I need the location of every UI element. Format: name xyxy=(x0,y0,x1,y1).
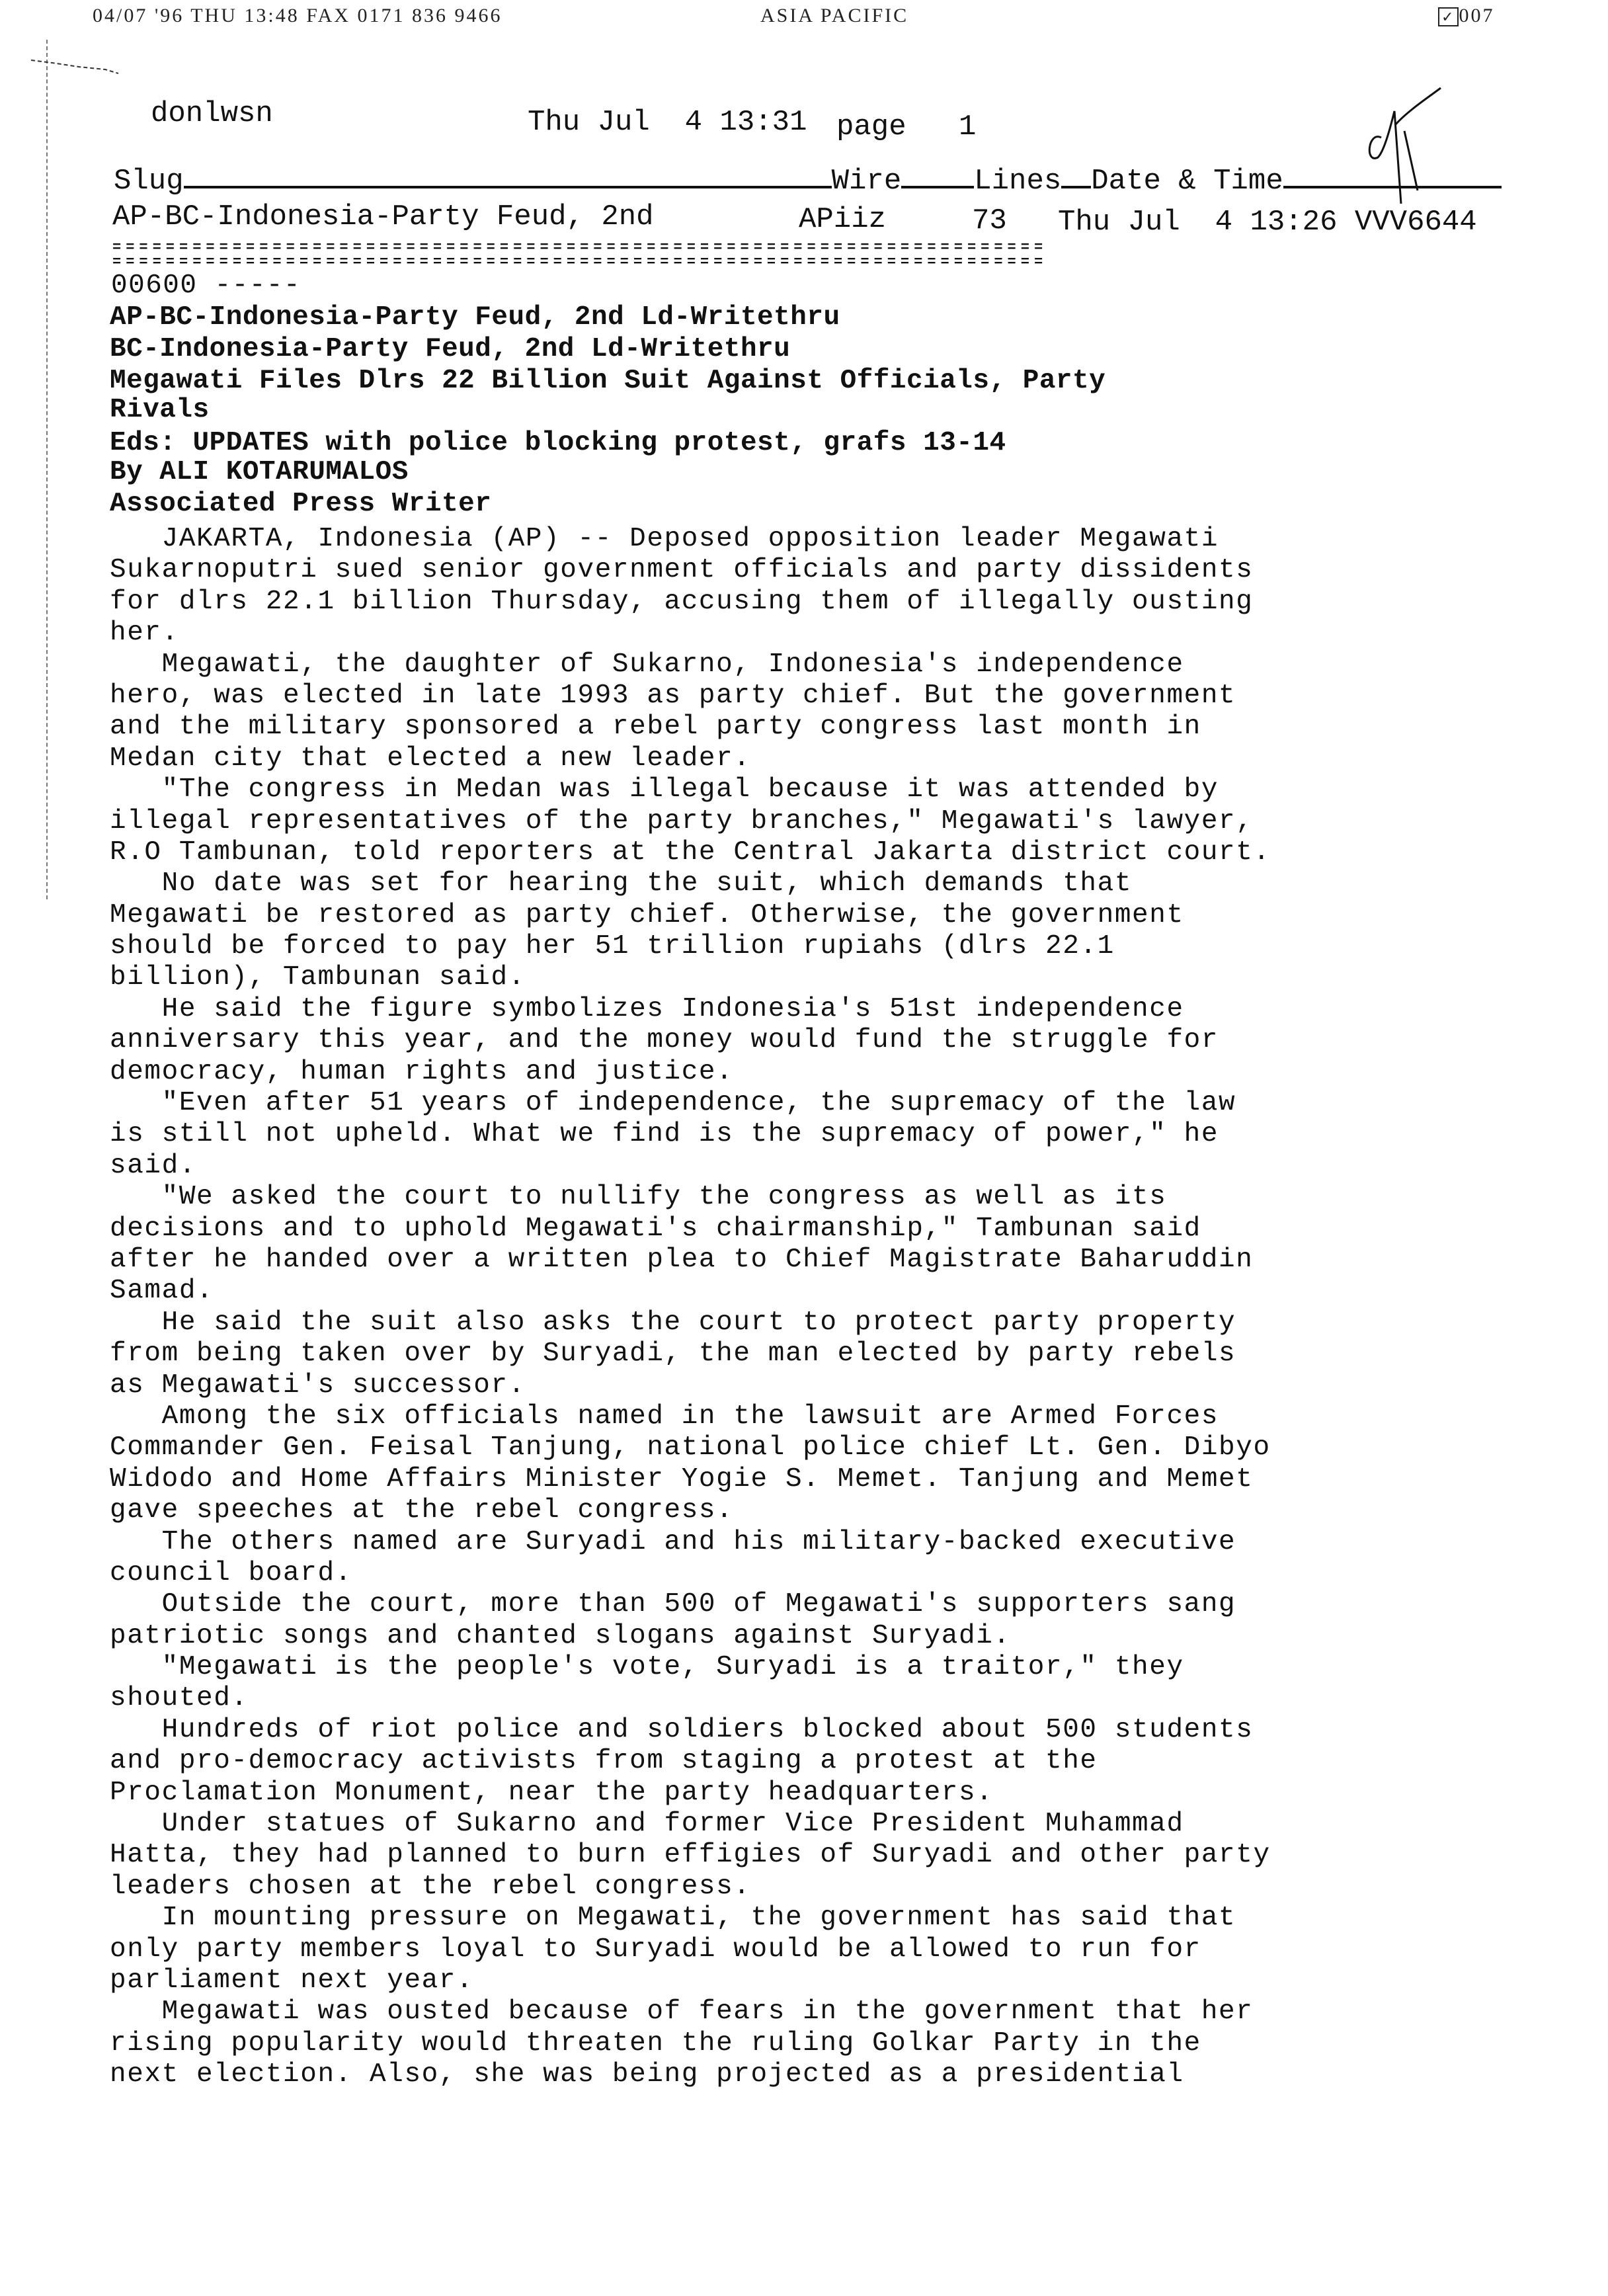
fax-header-destination: ASIA PACIFIC xyxy=(760,5,909,26)
body-text-line: He said the suit also asks the court to protect party property xyxy=(110,1307,1236,1338)
body-text-line: JAKARTA, Indonesia (AP) -- Deposed opposition leader Megawati xyxy=(110,524,1219,554)
separator-row: ====================================================================== xyxy=(112,254,1048,270)
body-text-line: "The congress in Medan was illegal because it was attended by xyxy=(110,774,1219,805)
body-text-line: Medan city that elected a new leader. xyxy=(110,743,751,774)
fax-scan-mark xyxy=(13,36,112,56)
body-text-line: should be forced to pay her 51 trillion rupiahs (dlrs 22.1 xyxy=(110,931,1115,962)
story-body xyxy=(110,524,1271,2091)
body-text-line: shouted. xyxy=(110,1683,249,1714)
body-text-line: "We asked the court to nullify the congress as well as its xyxy=(110,1182,1167,1213)
separator-row: ====================================================================== xyxy=(112,241,1048,256)
date-time-value: Thu Jul 4 13:26 VVV6644 xyxy=(1058,206,1477,239)
body-text-line: hero, was elected in late 1993 as party chief. But the government xyxy=(110,680,1236,711)
story-code: 00600 ----- xyxy=(111,270,302,301)
print-datetime: Thu Jul 4 13:31 xyxy=(528,106,807,139)
title-line: AP-BC-Indonesia-Party Feud, 2nd Ld-Writethru xyxy=(110,302,840,333)
headline: Megawati Files Dlrs 22 Billion Suit Against Officials, Party xyxy=(110,366,1106,396)
print-user: donlwsn xyxy=(151,97,273,130)
body-text-line: after he handed over a written plea to Chief Magistrate Baharuddin xyxy=(110,1244,1254,1275)
margin-binding-line xyxy=(46,40,48,899)
body-text-line: illegal representatives of the party branches," Megawati's lawyer, xyxy=(110,805,1254,837)
body-text-line: leaders chosen at the rebel congress. xyxy=(110,1871,751,1902)
lines-value: 73 xyxy=(972,204,1007,237)
body-text-line: anniversary this year, and the money would fund the struggle for xyxy=(110,1025,1219,1056)
body-text-line: council board. xyxy=(110,1557,352,1588)
byline: By ALI KOTARUMALOS xyxy=(110,457,409,487)
wire-value: APiiz xyxy=(799,203,887,236)
fax-page-number-text: 007 xyxy=(1459,5,1495,26)
body-text-line: patriotic songs and chanted slogans against Suryadi. xyxy=(110,1620,1011,1651)
slug-value: AP-BC-Indonesia-Party Feud, 2nd xyxy=(112,200,654,233)
print-page-label: page xyxy=(836,110,906,144)
body-text-line: Hundreds of riot police and soldiers blocked about 500 students xyxy=(110,1714,1254,1745)
body-text-line: In mounting pressure on Megawati, the government has said that xyxy=(110,1903,1236,1934)
body-text-line: Outside the court, more than 500 of Megawati's supporters sang xyxy=(110,1589,1236,1620)
body-text-line: No date was set for hearing the suit, which demands that xyxy=(110,868,1133,899)
editors-note: Eds: UPDATES with police blocking protest, grafs 13-14 xyxy=(110,428,1006,458)
byline-affiliation: Associated Press Writer xyxy=(110,489,492,519)
body-text-line: Samad. xyxy=(110,1276,214,1307)
body-text-line: her. xyxy=(110,618,179,649)
body-text-line: and pro-democracy activists from staging a protest at the xyxy=(110,1746,1098,1777)
slug-label: Slug xyxy=(114,165,184,198)
headline-continued: Rivals xyxy=(110,395,210,425)
body-text-line: for dlrs 22.1 billion Thursday, accusing them of illegally ousting xyxy=(110,586,1254,617)
body-text-line: Megawati be restored as party chief. Otherwise, the government xyxy=(110,899,1184,930)
body-text-line: Among the six officials named in the lawsuit are Armed Forces xyxy=(110,1401,1219,1432)
body-text-line: gave speeches at the rebel congress. xyxy=(110,1495,734,1526)
body-text-line: next election. Also, she was being projected as a presidential xyxy=(110,2059,1184,2090)
print-page-number: 1 xyxy=(959,110,977,144)
body-text-line: Commander Gen. Feisal Tanjung, national police chief Lt. Gen. Dibyo xyxy=(110,1432,1271,1463)
body-text-line: democracy, human rights and justice. xyxy=(110,1056,734,1087)
lines-label: Lines xyxy=(974,165,1062,198)
wire-label: Wire xyxy=(831,165,902,198)
body-text-line: decisions and to uphold Megawati's chairmanship," Tambunan said xyxy=(110,1213,1201,1244)
body-text-line: as Megawati's successor. xyxy=(110,1370,526,1401)
body-text-line: parliament next year. xyxy=(110,1965,474,1996)
title-line: BC-Indonesia-Party Feud, 2nd Ld-Writethru xyxy=(110,334,791,364)
body-text-line: Hatta, they had planned to burn effigies of Suryadi and other party xyxy=(110,1840,1271,1871)
story-titles xyxy=(110,303,1106,518)
body-text-line: Widodo and Home Affairs Minister Yogie S. Memet. Tanjung and Memet xyxy=(110,1463,1254,1495)
fax-page-number xyxy=(1438,4,1494,29)
fax-page-icon: ✓ xyxy=(1438,7,1459,26)
slug-header-row xyxy=(114,167,1502,196)
body-text-line: said. xyxy=(110,1150,197,1181)
body-text-line: Megawati was ousted because of fears in the government that her xyxy=(110,1996,1254,2028)
body-text-line: Proclamation Monument, near the party headquarters. xyxy=(110,1777,994,1808)
body-text-line: is still not upheld. What we find is the supremacy of power," he xyxy=(110,1119,1219,1150)
body-text-line: only party members loyal to Suryadi would be allowed to run for xyxy=(110,1934,1201,1965)
date-time-label: Date & Time xyxy=(1091,165,1283,198)
body-text-line: The others named are Suryadi and his military-backed executive xyxy=(110,1526,1236,1557)
body-text-line: Megawati, the daughter of Sukarno, Indonesia's independence xyxy=(110,649,1184,680)
body-text-line: rising popularity would threaten the ruling Golkar Party in the xyxy=(110,2028,1201,2059)
body-text-line: Sukarnoputri sued senior government officials and party dissidents xyxy=(110,555,1254,586)
body-text-line: and the military sponsored a rebel party congress last month in xyxy=(110,712,1201,743)
fax-header-sender: 04/07 '96 THU 13:48 FAX 0171 836 9466 xyxy=(93,5,502,26)
body-text-line: Under statues of Sukarno and former Vice President Muhammad xyxy=(110,1809,1184,1840)
separator-line xyxy=(112,241,1488,270)
body-text-line: He said the figure symbolizes Indonesia's 51st independence xyxy=(110,993,1184,1024)
body-text-line: from being taken over by Suryadi, the man elected by party rebels xyxy=(110,1338,1236,1370)
body-text-line: R.O Tambunan, told reporters at the Central Jakarta district court. xyxy=(110,837,1271,868)
body-text-line: "Even after 51 years of independence, the supremacy of the law xyxy=(110,1088,1236,1119)
body-text-line: billion), Tambunan said. xyxy=(110,962,526,993)
body-text-line: "Megawati is the people's vote, Suryadi is a traitor," they xyxy=(110,1652,1184,1683)
